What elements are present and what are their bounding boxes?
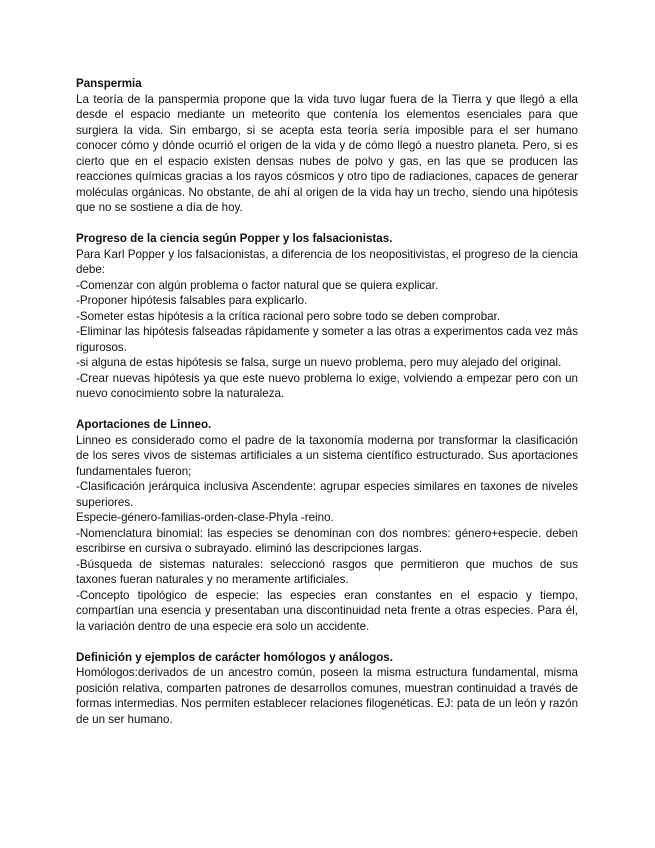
section-intro: Linneo es considerado como el padre de la taxonomía moderna por transformar la clasificación de los seres vivos de sistemas artificiales a un sistema científico estructurado. Sus aportaciones fundamentales fueron; <box>76 433 578 478</box>
list-item: -Clasificación jerárquica inclusiva Ascendente: agrupar especies similares en taxones de niveles superiores. <box>76 480 578 509</box>
section-heading: Progreso de la ciencia según Popper y los falsacionistas. <box>76 232 393 245</box>
document-page <box>76 76 578 743</box>
list-item: -Crear nuevas hipótesis ya que este nuevo problema lo exige, volviendo a empezar pero con un nuevo conocimiento sobre la naturaleza. <box>76 371 578 400</box>
list-item: -Búsqueda de sistemas naturales: seleccionó rasgos que permitieron que muchos de sus taxones fueran naturales y no meramente artificiales. <box>76 557 578 586</box>
list-item: -Proponer hipótesis falsables para explicarlo. <box>76 294 308 307</box>
list-item: -Eliminar las hipótesis falseadas rápidamente y someter a las otras a experimentos cada vez más rigurosos. <box>76 325 578 354</box>
list-item: -Concepto tipológico de especie: las especies eran constantes en el espacio y tiempo, compartían una esencia y presentaban una discontinuidad neta frente a otras especies. Para él, la variación dentro de una especie era solo un accidente. <box>76 588 578 633</box>
list-item: -Nomenclatura binomial: las especies se denominan con dos nombres: género+especie. deben escribirse en cursiva o subrayado. eliminó las descripciones largas. <box>76 526 578 555</box>
section-body: Homólogos:derivados de un ancestro común, poseen la misma estructura fundamental, misma posición relativa, comparten patrones de desarrollos comunes, muestran continuidad a través de formas intermedias. Nos permiten establecer relaciones filogenéticas. EJ: pata de un león y razón de un ser humano. <box>76 666 579 726</box>
section-panspermia <box>76 76 578 216</box>
section-linneo <box>76 417 578 634</box>
section-body: La teoría de la panspermia propone que la vida tuvo lugar fuera de la Tierra y que llegó a ella desde el espacio mediante un meteorito que contenía los elementos esenciales para que surgiera la vida. Sin embargo, si se acepta esta teoría sería imposible para el ser humano conocer cómo y dónde ocurrió el origen de la vida y de cómo llegó a nuestro planeta. Pero, si es cierto que en el espacio existen densas nubes de polvo y gas, en las que se producen las reacciones químicas gracias a los rayos cósmicos y otro tipo de radiaciones, capaces de generar moléculas orgánicas. No obstante, de ahí al origen de la vida hay un trecho, siendo una hipótesis que no se sostiene a día de hoy. <box>76 92 578 214</box>
section-heading: Aportaciones de Linneo. <box>76 418 212 431</box>
section-heading: Definición y ejemplos de carácter homólogos y análogos. <box>76 650 393 664</box>
section-heading: Panspermia <box>76 77 142 90</box>
list-item: -si alguna de estas hipótesis se falsa, surge un nuevo problema, pero muy alejado del original. <box>76 356 562 369</box>
section-intro: Para Karl Popper y los falsacionistas, a diferencia de los neopositivistas, el progreso de la ciencia debe: <box>76 247 578 276</box>
section-homologos <box>76 650 578 728</box>
section-popper <box>76 231 578 402</box>
list-item: -Comenzar con algún problema o factor natural que se quiera explicar. <box>76 278 439 292</box>
list-item: -Someter estas hipótesis a la crítica racional pero sobre todo se deben comprobar. <box>76 309 501 323</box>
list-item: Especie-género-familias-orden-clase-Phyla -reino. <box>76 511 334 524</box>
